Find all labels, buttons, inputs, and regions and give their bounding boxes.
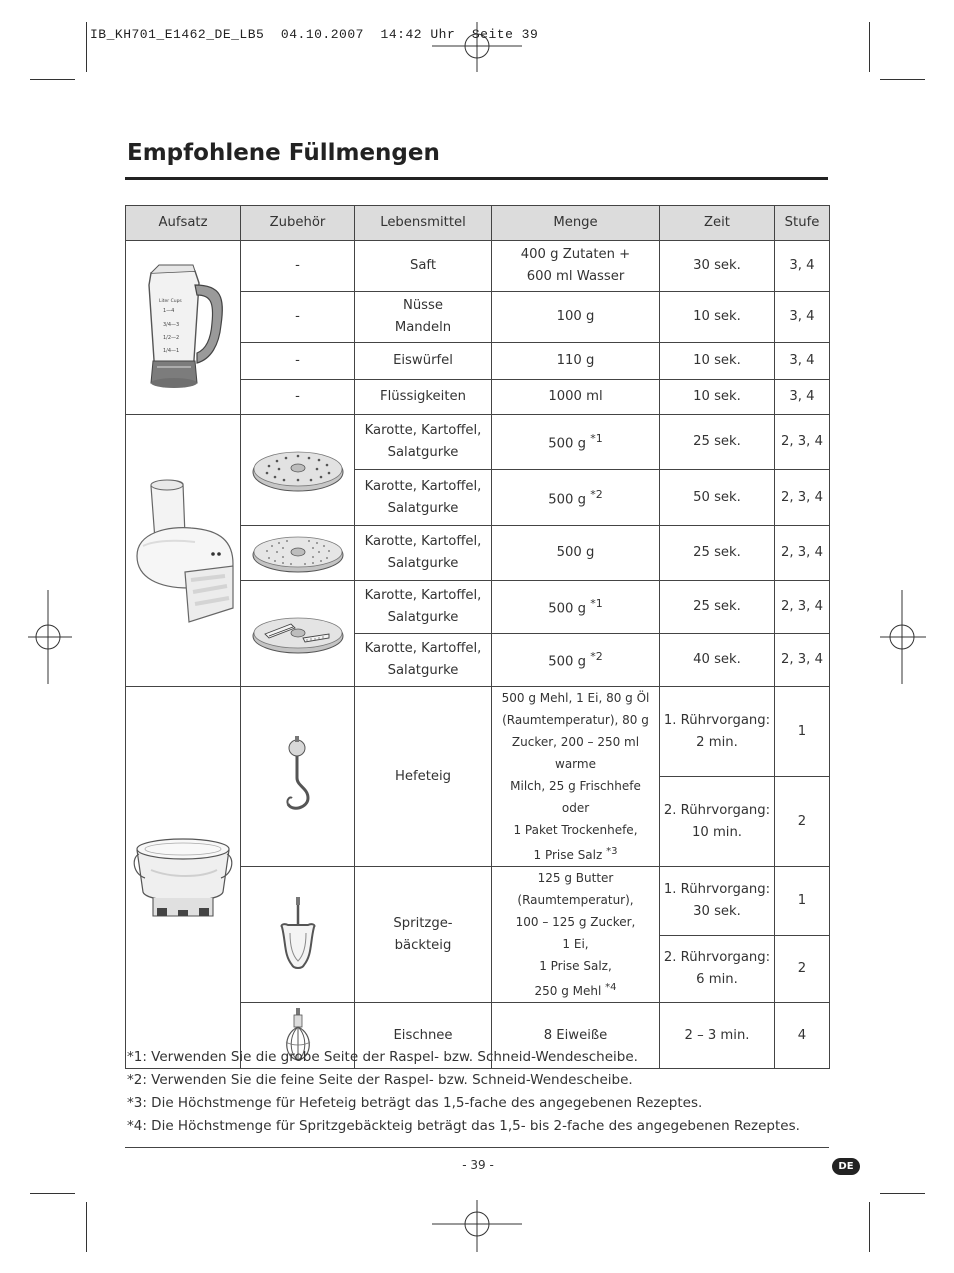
amount-line: 1 Prise Salz [533, 848, 603, 862]
time-cell: 25 sek. [660, 415, 775, 470]
accessory-cell [241, 526, 355, 581]
food-line: Spritzge- [393, 915, 453, 931]
header-menge: Menge [492, 206, 660, 241]
registration-mark-icon [432, 1200, 522, 1252]
crop-mark [30, 79, 75, 80]
page-title: Empfohlene Füllmengen [127, 140, 440, 166]
crop-mark [880, 79, 925, 80]
header-zubehoer: Zubehör [241, 206, 355, 241]
food-cell: Hefeteig [355, 687, 492, 867]
food-line: Salatgurke [387, 500, 459, 516]
attachment-cell-mixer [126, 687, 241, 1069]
footnote: *4: Die Höchstmenge für Spritzgebäckteig beträgt das 1,5- bis 2-fache des angegebenen Rezeptes. [127, 1118, 800, 1134]
flat-beater-icon [276, 897, 320, 973]
food-line: Karotte, Kartoffel, [364, 534, 482, 549]
footnote: *3: Die Höchstmenge für Hefeteig beträgt das 1,5-fache des angegebenen Rezeptes. [127, 1095, 703, 1111]
time-line: 2 min. [696, 734, 738, 750]
amount-cell: 100 g [492, 292, 660, 343]
time-cell: 10 sek. [660, 292, 775, 343]
table-row [126, 687, 830, 777]
crop-mark [869, 1202, 870, 1252]
blender-jug-icon [135, 263, 231, 393]
amount-line: 100 – 125 g Zucker, [515, 915, 636, 929]
mixing-bowl-icon [131, 830, 235, 926]
amount-cell [492, 526, 660, 581]
registration-mark-icon [432, 22, 522, 72]
crop-mark [86, 1202, 87, 1252]
food-cell [355, 867, 492, 1003]
level-cell: 2 [775, 777, 830, 867]
food-cell [355, 292, 492, 343]
time-cell [660, 777, 775, 867]
header-stufe: Stufe [775, 206, 830, 241]
time-line: 10 min. [691, 824, 743, 840]
time-line: 1. Rührvorgang: [663, 881, 771, 897]
food-cell [355, 470, 492, 526]
food-line: Salatgurke [387, 663, 459, 678]
time-cell: 2 – 3 min. [660, 1003, 775, 1069]
time-cell [660, 935, 775, 1002]
fine-grating-disc-icon [251, 531, 345, 575]
table-header-row [126, 206, 830, 241]
accessory-cell [241, 581, 355, 687]
accessory-cell [241, 415, 355, 526]
amount-value: 500 g [548, 436, 587, 452]
amount-cell: 8 Eiweiße [492, 1003, 660, 1069]
level-cell: 1 [775, 687, 830, 777]
footnote-ref: *1 [590, 432, 603, 446]
amount-cell [492, 867, 660, 1003]
food-cell: Eiswürfel [355, 343, 492, 380]
food-cell: Eischnee [355, 1003, 492, 1069]
amount-cell [492, 634, 660, 687]
slicing-disc-icon [251, 612, 345, 656]
amount-cell [492, 241, 660, 292]
amount-cell [492, 687, 660, 867]
amount-value: 500 g [548, 654, 587, 670]
amount-cell [492, 581, 660, 634]
jug-marking-label: 3/4—3 [163, 321, 180, 328]
time-cell: 30 sek. [660, 241, 775, 292]
grating-disc-icon [251, 446, 345, 494]
amount-line: Milch, 25 g Frischhefe oder [510, 779, 641, 815]
food-cell [355, 581, 492, 634]
level-cell: 3, 4 [775, 380, 830, 415]
amount-line: 500 g Mehl, 1 Ei, 80 g Öl [501, 691, 650, 705]
level-cell: 3, 4 [775, 343, 830, 380]
level-cell: 1 [775, 867, 830, 936]
time-line: 30 sek. [693, 903, 741, 919]
time-cell: 25 sek. [660, 581, 775, 634]
food-line: Salatgurke [387, 445, 459, 460]
food-processor-slicer-icon [129, 476, 237, 626]
crop-mark [880, 1193, 925, 1194]
time-line: 2. Rührvorgang: [663, 949, 771, 965]
title-divider [125, 177, 828, 180]
header-lebensmittel: Lebensmittel [355, 206, 492, 241]
food-cell [355, 415, 492, 470]
footnote: *1: Verwenden Sie die grobe Seite der Raspel- bzw. Schneid-Wendescheibe. [127, 1049, 638, 1065]
crop-mark [869, 22, 870, 72]
page-number: - 39 - [462, 1158, 494, 1172]
accessory-cell: - [241, 241, 355, 292]
fill-quantity-table [125, 205, 830, 1069]
time-cell: 40 sek. [660, 634, 775, 687]
level-cell: 2, 3, 4 [775, 470, 830, 526]
attachment-cell-slicer [126, 415, 241, 687]
amount-line: 1 Ei, [562, 937, 589, 951]
header-aufsatz: Aufsatz [126, 206, 241, 241]
amount-line: 400 g Zutaten + [520, 247, 631, 262]
language-badge: DE [832, 1158, 860, 1175]
amount-cell: 1000 ml [492, 380, 660, 415]
food-cell: Flüssigkeiten [355, 380, 492, 415]
footnotes [127, 1046, 827, 1138]
header-zeit: Zeit [660, 206, 775, 241]
registration-mark-icon [28, 590, 72, 684]
level-cell: 3, 4 [775, 292, 830, 343]
level-cell: 2, 3, 4 [775, 415, 830, 470]
time-cell [660, 687, 775, 777]
footnote-ref: *2 [590, 650, 603, 664]
amount-line: (Raumtemperatur), 80 g [502, 713, 649, 727]
table-row [126, 415, 830, 470]
crop-mark [30, 1193, 75, 1194]
time-cell: 10 sek. [660, 343, 775, 380]
time-cell: 25 sek. [660, 526, 775, 581]
amount-cell: 110 g [492, 343, 660, 380]
jug-marking-label: 1/2—2 [163, 334, 180, 341]
amount-line: 1 Prise Salz, [539, 959, 612, 973]
amount-line: Zucker, 200 – 250 ml warme [511, 735, 640, 771]
food-line: Salatgurke [387, 556, 459, 571]
footer-divider [125, 1147, 829, 1148]
food-line: Nüsse [402, 298, 444, 313]
food-line: Salatgurke [387, 610, 459, 625]
accessory-cell: - [241, 343, 355, 380]
time-line: 6 min. [696, 971, 738, 987]
time-cell [660, 867, 775, 936]
amount-cell [492, 470, 660, 526]
accessory-cell [241, 867, 355, 1003]
footnote-ref: *1 [590, 597, 603, 611]
footnote-ref: *3 [606, 846, 618, 857]
food-line: Karotte, Kartoffel, [364, 423, 482, 438]
time-line: 1. Rührvorgang: [663, 712, 771, 728]
amount-value: 500 g [556, 545, 595, 560]
time-cell: 10 sek. [660, 380, 775, 415]
accessory-cell: - [241, 292, 355, 343]
level-cell: 2 [775, 935, 830, 1002]
amount-value: 500 g [548, 492, 587, 508]
food-line: Mandeln [394, 320, 452, 335]
footnote-ref: *2 [590, 487, 603, 501]
footnote-ref: *4 [605, 982, 617, 993]
crop-mark [86, 22, 87, 72]
food-line: Karotte, Kartoffel, [364, 641, 482, 656]
amount-line: 250 g Mehl [534, 984, 602, 998]
jug-marking-label: 1—4 [163, 307, 175, 314]
registration-mark-icon [880, 590, 926, 684]
attachment-cell-blender [126, 241, 241, 415]
level-cell: 3, 4 [775, 241, 830, 292]
food-line: Karotte, Kartoffel, [364, 588, 482, 603]
print-header: IB_KH701_E1462_DE_LB5 04.10.2007 14:42 Uhr Seite 39 [90, 27, 539, 42]
amount-line: 600 ml Wasser [526, 269, 625, 284]
food-line: bäckteig [394, 937, 452, 953]
level-cell: 4 [775, 1003, 830, 1069]
dough-hook-icon [278, 734, 318, 820]
accessory-cell [241, 687, 355, 867]
level-cell: 2, 3, 4 [775, 526, 830, 581]
jug-marking-label: 1/4—1 [163, 347, 180, 354]
level-cell: 2, 3, 4 [775, 634, 830, 687]
time-line: 2. Rührvorgang: [663, 802, 771, 818]
amount-value: 500 g [548, 601, 587, 617]
food-cell [355, 526, 492, 581]
food-line: Karotte, Kartoffel, [364, 478, 482, 494]
food-cell: Saft [355, 241, 492, 292]
jug-marking-label: Liter Cups [159, 298, 182, 304]
amount-line: (Raumtemperatur), [517, 893, 634, 907]
amount-line: 125 g Butter [537, 871, 614, 885]
amount-cell [492, 415, 660, 470]
food-cell [355, 634, 492, 687]
footnote: *2: Verwenden Sie die feine Seite der Raspel- bzw. Schneid-Wendescheibe. [127, 1072, 633, 1088]
amount-line: 1 Paket Trockenhefe, [513, 823, 638, 837]
level-cell: 2, 3, 4 [775, 581, 830, 634]
accessory-cell: - [241, 380, 355, 415]
time-cell: 50 sek. [660, 470, 775, 526]
table-row [126, 241, 830, 292]
